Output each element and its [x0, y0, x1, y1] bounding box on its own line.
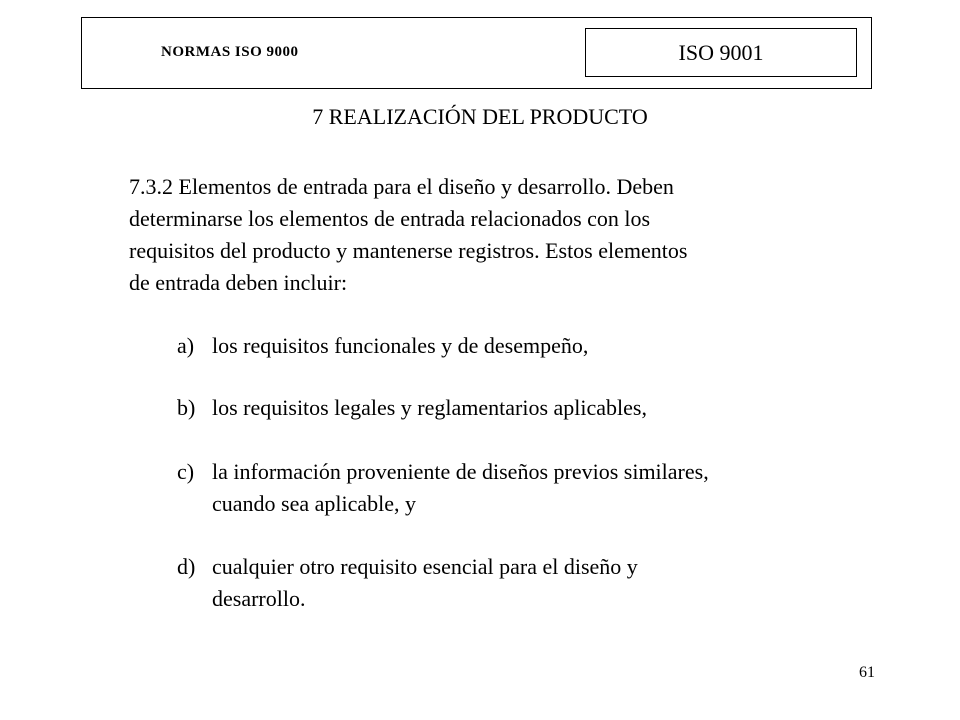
list-item-text: los requisitos legales y reglamentarios aplicables, — [212, 395, 647, 420]
intro-paragraph — [129, 171, 829, 299]
intro-line: determinarse los elementos de entrada relacionados con los — [129, 206, 651, 231]
intro-line: 7.3.2 Elementos de entrada para el diseño y desarrollo. Deben — [129, 174, 674, 199]
page-number: 61 — [859, 664, 875, 681]
header-iso-box — [585, 28, 857, 77]
list-item-d — [177, 551, 638, 615]
list-item-text-continued: desarrollo. — [212, 586, 306, 611]
list-marker: d) — [177, 554, 196, 579]
intro-line: requisitos del producto y mantenerse registros. Estos elementos — [129, 238, 688, 263]
header-iso-label: ISO 9001 — [678, 39, 764, 65]
list-marker: b) — [177, 395, 196, 420]
list-item-text: los requisitos funcionales y de desempeño, — [212, 333, 589, 358]
list-marker: a) — [177, 333, 195, 358]
list-item-text: la información proveniente de diseños previos similares, — [212, 459, 709, 484]
intro-line: de entrada deben incluir: — [129, 270, 348, 295]
list-item-b — [177, 392, 647, 424]
section-title: 7 REALIZACIÓN DEL PRODUCTO — [312, 104, 648, 129]
list-item-text: cualquier otro requisito esencial para el diseño y — [212, 554, 638, 579]
list-item-a — [177, 330, 588, 362]
list-item-text-continued: cuando sea aplicable, y — [212, 491, 417, 516]
header-standard-label: NORMAS ISO 9000 — [161, 44, 299, 60]
list-marker: c) — [177, 459, 195, 484]
list-item-c — [177, 456, 709, 520]
